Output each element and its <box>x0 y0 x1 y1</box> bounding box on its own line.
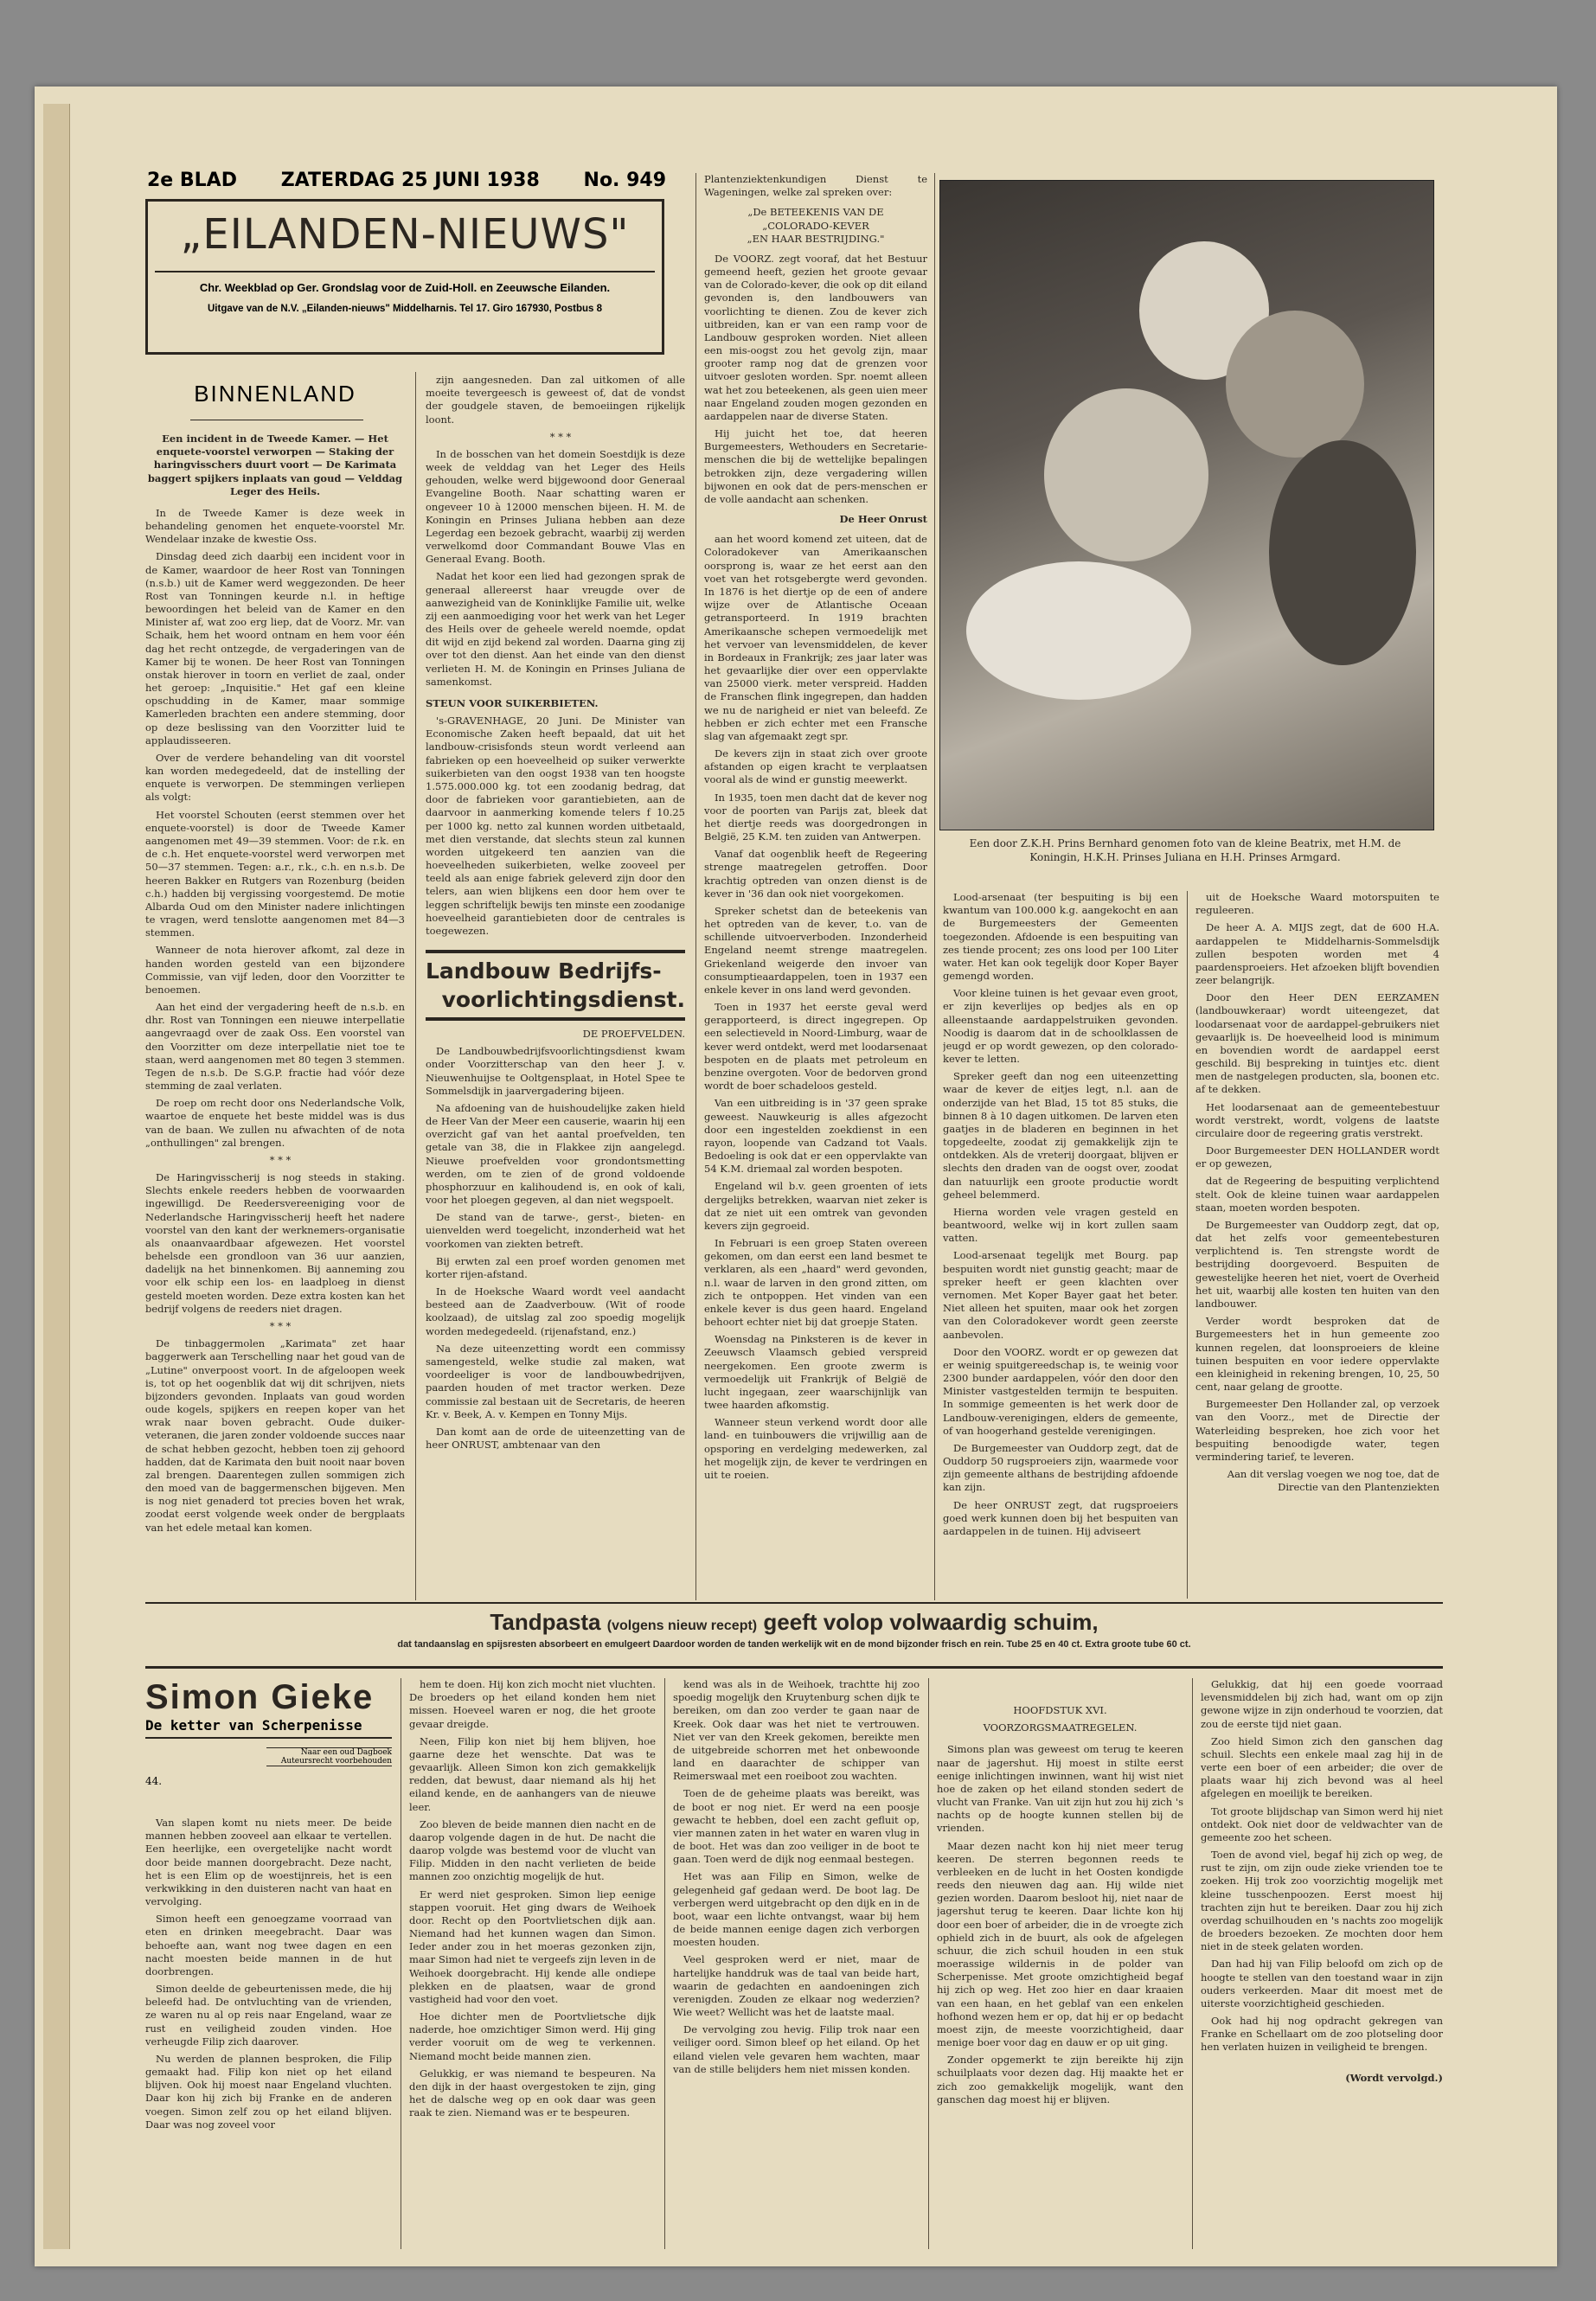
serial-paragraph: Maar dezen nacht kon hij niet meer terug keeren. De sterren begonnen reeds te verbleeken en de lucht in het Oosten kondigde reeds den nieuwen dag aan. Hij wilde niet gezien worden. Daarom besloot hij, niet naar de jagershut terug te keeren. Daar lichte kon hij door een boer of arbeider, die in de vroegte zich ophield zich in de buurt, als ook de afgelegen schuur, die zich schuil houden in een stuk moerassige wildernis in de polder van Scherpenisse. Met groote omzichtigheid begaf hij zich op weg. Het zoo hier en daar kraaien van een haan, en het geblaf van een enkelen hofhond wezen hem er op, dat hij er op bedacht moest zijn, de meeste voorzichtigheid, daar menige boer voor dag en dauw er op uit ging. <box>937 1839 1183 2049</box>
landbouw-banner <box>426 950 685 1021</box>
chapter-heading: HOOFDSTUK XVI. <box>1013 1704 1107 1716</box>
article-paragraph: Voor kleine tuinen is het gevaar even groot, er zijn keverlijes op bedjes als en op alleenstaande aardappelstruiken gevonden. Noodig is daarom dat in de schoolklassen de jeugd er op wordt gewezen, op den colorado-kever te letten. <box>943 987 1178 1066</box>
article-paragraph: Aan het eind der vergadering heeft de n.s.b. en dhr. Rost van Tonningen een nieuwe interpellatie aangevraagd over de zaak Oss. Een voorstel van den Voorzitter om deze interpellatie niet toe te staan, werd aangenomen met 80 tegen 3 stemmen. Tegen de n.s.b. De S.G.P. fractie had vóór deze stemming de zaal verlaten. <box>145 1001 405 1093</box>
article-paragraph: De stand van de tarwe-, gerst-, bieten- en uienvelden werd toegelicht, inzonderheid wat het voorkomen van ziekten betreft. <box>426 1211 685 1250</box>
serial-column-2 <box>409 1678 656 2249</box>
article-paragraph: Het loodarsenaat aan de gemeentebestuur wordt verstrekt, wordt, volgens de laatste circulaire door de regeering gratis verstrekt. <box>1195 1100 1439 1139</box>
column-rule <box>415 372 416 1600</box>
article-paragraph: De roep om recht door ons Nederlandsche Volk, waartoe de enquete het beste middel was is dus van de baan. We zullen nu afwachten of de nota „onthullingen" zal brengen. <box>145 1097 405 1149</box>
serial-paragraph: Toen de avond viel, begaf hij zich op weg, de rust te zijn, om zijn oude zieke vrienden toe te zoeken. Hij trok zoo voorzichtig mogelijk met kleine tusschenpoozen. Eerst moest hij trachten zijn hut te bereiken. Daar zou hij zich overdag schuilhouden en 's nachts zoo mogelijk de broeders bezoeken. Ze mochten door hem niet in de steek gelaten worden. <box>1201 1849 1443 1953</box>
binnenland-column <box>145 433 405 1596</box>
article-paragraph: Woensdag na Pinksteren is de kever in Zeeuwsch Vlaamsch gebied verspreid neergekomen. Een groote zwerm is vermoedelijk uit Frankrijk of België de lucht ingegaan, zeer waarschijnlijk van twee haarden afkomstig. <box>704 1333 927 1412</box>
column-2 <box>426 374 685 1600</box>
photo-figure <box>1226 311 1364 458</box>
serial-paragraph: Veel gesproken werd er niet, maar de hartelijke handdruk was de taal van beide hart, waarin de gedachten en aandoeningen zich verenigden. Zouden ze elkaar nog wederzien? Wie weet? Wellicht was het de laatste maal. <box>673 1953 920 2019</box>
column-3 <box>704 173 927 1600</box>
article-paragraph: Toen in 1937 het eerste geval werd gerapporteerd, is direct ingegrepen. Op een selectieveld in Noord-Limburg, waar de kever werd ontdekt, werd met loodarsenaat bespoten en de plaats met petroleum en benzine overgoten. Voor de bedorven grond wordt de boer schadeloos gesteld. <box>704 1001 927 1093</box>
column-rule <box>695 173 696 1600</box>
serial-paragraph: Gelukkig, dat hij een goede voorraad levensmiddelen bij zich had, want om op zijn gewone wijze in zijn onderhoud te voorzien, dat zou de eerste tijd niet gaan. <box>1201 1678 1443 1730</box>
serial-paragraph: Dan had hij van Filip beloofd om zich op de hoogte te stellen van den toestand waar in zijn ouders verkeerden. Maar dit moest met de uiterste voorzichtigheid geschieden. <box>1201 1958 1443 2009</box>
serial-paragraph: Neen, Filip kon niet bij hem blijven, hoe gaarne deze het wenschte. Dat was te gevaarlijk. Alleen Simon kon zich gemakkelijk redden, dat bewust, daar niemand als hij het eiland kende, en de aanhangers van de nieuwe leer. <box>409 1734 656 1813</box>
serial-paragraph: De vervolging zou hevig. Filip trok naar een veiliger oord. Simon bleef op het eiland. Op het eiland vielen vele gevaren hem wachten, maar van de stille belijders hem niet missen konden. <box>673 2023 920 2075</box>
photo-figure <box>1269 440 1416 665</box>
article-paragraph: Lood-arsenaat tegelijk met Bourg. pap bespuiten wordt niet gunstig geacht; maar de spreker heeft er geen klachten over vernomen. Met Koper Bayer gaat het beter. Niet alleen het spuiten, maar ook het zorgen van den Coloradokever wordt geen zeerste aanbevolen. <box>943 1249 1178 1341</box>
proefvelden-heading: DE PROEFVELDEN. <box>582 1028 685 1041</box>
article-paragraph: dat de Regeering de bespuiting verplichtend stelt. Ook de kleine tuinen waar aardappelen staan, moeten worden bespoten. <box>1195 1175 1439 1214</box>
serial-paragraph: hem te doen. Hij kon zich mocht niet vluchten. De broeders op het eiland konden hem niet missen. Hoeveel waren er nog, die het groote gevaar dreigde. <box>409 1678 656 1730</box>
folio: 2e BLAD <box>147 169 237 191</box>
article-paragraph: Aan dit verslag voegen we nog toe, dat de Directie van den Plantenziekten <box>1227 1468 1439 1494</box>
article-paragraph: Vanaf dat oogenblik heeft de Regeering strenge maatregelen getroffen. Door krachtig optreden van onzen dienst is de kever in '36 dan ook niet voorgekomen. <box>704 848 927 900</box>
serial-paragraph: Simon heeft een genoegzame voorraad van eten en drinken meegebracht. Daar was behoefte aan, want nog twee dagen en een nacht moesten beide mannen in de hut doorbrengen. <box>145 1913 392 1977</box>
photo-caption: Een door Z.K.H. Prins Bernhard genomen foto van de kleine Beatrix, met H.M. de Koningin, H.K.H. Prinses Juliana en H.H. Prinses Armgard. <box>969 837 1401 863</box>
article-paragraph: Door den VOORZ. wordt er op gewezen dat er weinig spuitgereedschap is, te weinig voor 2300 bunder aardappelen, vóór den door den Minister vastgestelden termijn te bespuiten. In sommige gemeenten is het werk door de Landbouw-verenigingen, elders de gemeente, of van hoogerhand gestelde verenigingen. <box>943 1345 1178 1437</box>
masthead-rule <box>155 271 655 272</box>
onrust-heading: De Heer Onrust <box>839 513 927 526</box>
article-paragraph: De heer A. A. MIJS zegt, dat de 600 H.A. aardappelen te Middelharnis-Sommelsdijk zullen bespoten worden met 4 paardensproeiers. Het afzoeken blijft bovendien zeer belangrijk. <box>1195 921 1439 987</box>
masthead-box <box>145 199 664 355</box>
serial-column-3 <box>673 1678 920 2249</box>
article-paragraph: In de Tweede Kamer is deze week in behandeling genomen het enquete-voorstel Mr. Wendelaar inzake de kwestie Oss. <box>145 506 405 546</box>
issue-number: No. 949 <box>583 169 666 191</box>
serial-paragraph: Gelukkig, er was niemand te bespeuren. Na den dijk in der haast overgestoken te zijn, ging het de dalsche weg op en ook daar was geen raak te zien. Niemand was er te bespeuren. <box>409 2067 656 2119</box>
article-paragraph: In Februari is een groep Staten overeen gekomen, om dan eerst een land besmet te verklaren, als een „haard" werd gevonden, n.l. waar de larven in den grond zitten, om zich te ontpoppen. Het vinden van een enkele kever is dus geen haard. Engeland behoort echter niet bij dat groepje Staten. <box>704 1237 927 1329</box>
article-paragraph: Het voorstel Schouten (eerst stemmen over het enquete-voorstel) is door de Tweede Kamer aangenomen met 49—39 stemmen. Voor: de r.k. en de c.h. Het enquete-voorstel werd verworpen met 50—37 stemmen. Tegen: a.r., r.k., c.h. en n.s.b. De heeren Bakker en Rutgers van Rozenburg (beiden c.h.) hadden bij vergissing voorgestemd. De motie Albarda Oud om den Minister nadere inlichtingen te vragen, werd tenslotte aangenomen met 84—3 stemmen. <box>145 808 405 939</box>
article-paragraph: Hierna worden vele vragen gesteld en beantwoord, welke wij in kort zullen saam vatten. <box>943 1205 1178 1245</box>
article-paragraph: De Burgemeester van Ouddorp zegt, dat op, dat het zelfs voor gemeentebesturen verplichtend is. Ten strengste wordt de bestrijding doorgevoerd. Bespuiten de gewestelijke heeren het niet, voert de Overheid het uit, waarbij alle kosten ten huiten van den landbouwer. <box>1195 1218 1439 1310</box>
landbouw-title-1: Landbouw Bedrijfs- <box>426 950 685 985</box>
masthead-subtitle: Chr. Weekblad op Ger. Grondslag voor de Zuid-Holl. en Zeeuwsche Eilanden. <box>199 281 611 294</box>
article-paragraph: Spreker schetst dan de beteekenis van het optreden van de kever, t.o. van de schillende uitvoerverboden. Inzonderheid Engeland neemt strenge maatregelen. Griekenland weigerde den invoer van consumptieaardappelen, toen in 1937 een enkele kever in ons land werd gevonden. <box>704 904 927 996</box>
serial-paragraph: Van slapen komt nu niets meer. De beide mannen hebben zooveel aan elkaar te vertellen. Een heerlijke, een overgetelijke nacht wordt door beide mannen doorgebracht. Deze nacht, het is een Elim op de woestijnreis, het is een verkwikking in den duisteren nacht van haat en vervolging. <box>145 1817 392 1908</box>
article-paragraph: Wanneer steun verkend wordt door alle land- en tuinbouwers die vrijwillig aan de opsporing en verdelging medewerken, zal het mogelijk zijn, de kever te verdringen en uit te roeien. <box>704 1416 927 1481</box>
article-paragraph: Engeland wil b.v. geen groenten of iets dergelijks betrekken, waarvan niet zeker is dat ze niet uit een omtrek van gevonden kevers zijn gegroeid. <box>704 1180 927 1232</box>
serial-paragraph: Het was aan Filip en Simon, welke de gelegenheid gaf gedaan werd. De boot lag. De verbergen werd uitgebracht op den dijk en in de boot, waar een lichte ontvangst, waar bij hem de beide mannen eenige dagen zich verborgen moesten houden. <box>673 1870 920 1949</box>
kevers-heading-3: „EN HAAR BESTRIJDING." <box>747 232 885 245</box>
article-paragraph: Lood-arsenaat (ter bespuiting is bij een kwantum van 100.000 k.g. aangekocht en aan de Burgemeesters der Gemeenten toegezonden. Afdoende is een bespuiting van zes tiende procent; zes ons lood per 100 Liter water. Het kan ook tegelijk door Koper Bayer gemengd worden. <box>943 891 1178 983</box>
serial-installment: 44. <box>145 1775 163 1787</box>
ad-claim: geeft volop volwaardig schuim, <box>763 1609 1099 1635</box>
article-paragraph: De VOORZ. zegt vooraf, dat het Bestuur gemeend heeft, gezien het groote gevaar van de Colorado-kever, die ook op dit eiland gevonden is, den landbouwers van voorlichting te dienen. Zou de kever zich uitbreiden, kan er van een ramp voor de Landbouw gesproken worden. Niet alleen een mis-oogst zou het gevolg zijn, maar grooter ramp nog dat de grenzen voor uitvoer gesloten worden. Spr. noemt alleen wat het zou beteekenen, als geen uien meer naar Engeland zouden mogen gezonden en aardappelen naar de diverse Staten. <box>704 252 927 422</box>
serial-paragraph: Hoe dichter men de Poortvlietsche dijk naderde, hoe omzichtiger Simon werd. Hij ging verder vooruit om de weg te verkennen. Niemand mocht beide mannen zien. <box>409 2010 656 2062</box>
article-paragraph: Wanneer de nota hierover afkomt, zal deze in handen worden gesteld van een bijzondere Commissie, van vijf leden, door den Voorzitter te benoemen. <box>145 944 405 996</box>
article-paragraph: De Haringvisscherij is nog steeds in staking. Slechts enkele reeders hebben de voorwaarden ingewilligd. De Reedersvereeniging voor de Nederlandsche Haringvisscherij heeft het nadere voorstel van den kant der werknemers-organisatie als onaanvaardbaar afgewezen. Het voorstel behelsde een grondloon van 36 uur aanzien, dadelijk na het binnenkomen. Bij aanneming zou voor elk schip een los- en laadploeg in dienst gesteld moeten worden. Deze extra kosten kan het bedrijf volgens de reeders niet dragen. <box>145 1171 405 1315</box>
paper-title: „EILANDEN-NIEUWS" <box>180 210 630 259</box>
article-paragraph: Verder wordt besproken dat de Burgemeesters het in hun gemeente zoo kunnen regelen, dat loonsproeiers de kleine tuinen bespuiten en voor iedere oppervlakte een kleinigheid in rekening brengen, 10, 25, 50 cent, naar gelang de grootte. <box>1195 1315 1439 1394</box>
column-rule <box>1192 1678 1193 2249</box>
serial-subtitle: De ketter van Scherpenisse <box>145 1717 392 1739</box>
section-divider: * * * <box>269 1153 292 1166</box>
article-paragraph: Spreker geeft dan nog een uiteenzetting waar de kever de eitjes legt, n.l. aan de onderzijde van het Blad, 15 tot 85 stuks, die binnen 8 à 10 dagen uitkomen. De larven eten gaatjes in de bladeren en beginnen in het topgedeelte, zoodat zij gemakkelijk zijn te ontdekken. Als de vreterij doorgaat, blijven er slechts den draden van de oogst over, zoodat dan natuurlijk een groote productie wordt geheel belemmerd. <box>943 1070 1178 1201</box>
article-paragraph: Nadat het koor een lied had gezongen sprak de generaal allereerst haar vreugde over de aanwezigheid van de Koninklijke Familie uit, welke zij een aanmoediging voor het werk van het Leger des Heils over de geheele wereld noemde, opdat dit wijd en zijd bekend zal worden. Daarna ging zij over tot den dienst. Aan het einde van den dienst verlieten H. M. de Koningin en Prinses Juliana de samenkomst. <box>426 570 685 688</box>
column-4 <box>943 891 1178 1599</box>
article-paragraph: Hij juicht het toe, dat heeren Burgemeesters, Wethouders en Secretarie-menschen die bij de wettelijke bepalingen betrokken zijn, deze vergadering willen bijwonen en ook dat de pers-menschen er de volle aandacht aan schenken. <box>704 427 927 505</box>
article-paragraph: Burgemeester Den Hollander zal, op verzoek van den Voorz., met de Directie der Waterleiding bespreken, hoe zich voor het bespuiting benoodigde water, tegen vermindering tarief, te leveren. <box>1195 1398 1439 1463</box>
column-rule <box>1187 891 1188 1599</box>
article-paragraph: De Landbouwbedrijfsvoorlichtingsdienst kwam onder Voorzitterschap van den heer J. v. Nieuwenhuijse te Ooltgensplaat, in Hotel Spee te Sommelsdijk in jaarvergadering bijeen. <box>426 1045 685 1097</box>
column-rule <box>664 1678 665 2249</box>
column-rule <box>934 173 935 1600</box>
article-paragraph: De heer ONRUST zegt, dat rugsproeiers goed werk kunnen doen bij het bespuiten van aardappelen in de tuinen. Hij adviseert <box>943 1498 1178 1537</box>
article-paragraph: 's-GRAVENHAGE, 20 Juni. De Minister van Economische Zaken heeft bepaald, dat uit het landbouw-crisisfonds steun wordt verleend aan fabrieken op een hoeveelheid op suiker verwerkte suikerbieten van den oogst 1938 van ten hoogste 1.575.000.000 kg. tot een zoodanig bedrag, dat door de fabrieken voor garantiebieten, aan de daarvoor in aanmerking komende telers f 10.25 per 1000 kg. netto zal kunnen worden uitbetaald, met dien verstande, dat slechts steun zal kunnen worden uitgekeerd ten aanzien van die hoeveelheden suikerbieten, welke zooveel per teeld als aan enige fabriek geleverd zijn door den telers, aan wien blijkens een door hem over te leggen schriftelijk bewijs ten minste een zoodanige hoeveelheid garantiebieten door de centrales is toegewezen. <box>426 715 685 937</box>
serial-column-4 <box>937 1678 1183 2249</box>
article-paragraph: In de bosschen van het domein Soestdijk is deze week de velddag van het Leger des Heils gehouden, welke werd bijgewoond door Generaal Evangeline Booth. Naar schatting waren er ongeveer 10 à 12000 menschen bijeen. H. M. de Koningin en Prinses Juliana hebben aan deze Legerdag een bezoek gebracht, waarbij zij werden verwelkomd door Commandant Bouwe Vlas en Generaal Evang. Booth. <box>426 447 685 566</box>
serial-paragraph: Er werd niet gesproken. Simon liep eenige stappen vooruit. Het ging dwars de Weihoek door. Recht op den Poortvlietschen dijk aan. Niemand had het kunnen wagen dan Simon. Ieder ander zou in het moeras gezonken zijn, maar Simon had niet te vergeefs zijn leven in de Weihoek doorgebracht. Hij kende alle ondiepe plekken en de plaatsen, waar de grond vastigheid had voor den voet. <box>409 1888 656 2005</box>
binding-edge <box>43 104 70 2249</box>
binnenland-lede: Een incident in de Tweede Kamer. — Het enquete-voorstel verworpen — Staking der haringvisschers duurt voort — De Karimata baggert spijkers inplaats van goud — Velddag Leger des Heils. <box>147 433 403 497</box>
serial-paragraph: Simon deelde de gebeurtenissen mede, die hij beleefd had. De ontvluchting van de vrienden, ze waren nu al op reis naar Engeland, waar ze rust en veiligheid zouden vinden. Hoe verheugde Filip zich daarover. <box>145 1983 392 2048</box>
landbouw-title-2: voorlichtingsdienst. <box>426 985 685 1021</box>
article-paragraph: Dinsdag deed zich daarbij een incident voor in de Kamer, waardoor de heer Rost van Tonningen (n.s.b.) uit de Kamer werd weggezonden. De heer Rost van Tonningen keurde n.l. in heftige bewoordingen het beleid van de Kamer en den Minister af, wat zoo erg liep, dat de Voorz. Mr. van Schaik, hem het woord ontnam en hem voor één dag het recht ontzegde, de vergaderingen van de Kamer bij te wonen. De heer Rost van Tonningen onstak hierover in toorn en verliet de zaal, onder het geroep: „Inquisitie." Het gaf een kleine opschudding in de Kamer, maar sommige Kamerleden brachten een andere stemming, door op deze beslissing van den Voorzitter luid te applaudisseeren. <box>145 550 405 747</box>
article-paragraph: Bij erwten zal een proef worden genomen met korter rijen-afstand. <box>426 1254 685 1280</box>
article-paragraph: In de Hoeksche Waard wordt veel aandacht besteed aan de Zaadverbouw. (Wit of roode koolzaad), de uitslag zal zoo spoedig mogelijk worden medegedeeld. (rijenafstand, enz.) <box>426 1285 685 1337</box>
article-paragraph: De Burgemeester van Ouddorp zegt, dat de Ouddorp 50 rugsproeiers zijn, waarmede voor zijn gemeente althans de bestrijding afdoende kan zijn. <box>943 1441 1178 1494</box>
article-paragraph: uit de Hoeksche Waard motorspuiten te reguleeren. <box>1195 891 1439 917</box>
photo-figure <box>1044 388 1208 561</box>
article-paragraph: zijn aangesneden. Dan zal uitkomen of alle moeite tevergeesch is geweest of, dat de vondst der goudgele staven, de bemoeiingen rijkelijk loont. <box>426 374 685 426</box>
serial-paragraph: Toen de de geheime plaats was bereikt, was de boot er nog niet. Er werd na een poosje gewacht te hebben, doel een zacht gefluit op, vier mannen zaten in het water en waren vlug in de boot. Het was dan zoo veiliger in de boot te gaan. Toen werd de dijk nog eenmaal bestegen. <box>673 1787 920 1866</box>
steun-heading: STEUN VOOR SUIKERBIETEN. <box>426 696 599 709</box>
serial-paragraph: Zoo hield Simon zich den ganschen dag schuil. Slechts een enkele maal zag hij in de verte een boer of een arbeider; die over de plaats waar hij zich bevond was al heel afgelegen en moeilijk te bereiken. <box>1201 1734 1443 1800</box>
ad-body: dat tandaanslag en spijsresten absorbeert en emulgeert Daardoor worden de tanden werkelijk wit en de mond bijzonder frisch en rein. Tube 25 en 40 ct. Extra groote tube 60 ct. <box>397 1639 1191 1650</box>
article-paragraph: Dan komt aan de orde de uiteenzetting van de heer ONRUST, ambtenaar van den <box>426 1425 685 1452</box>
ad-headline <box>145 1609 1443 1636</box>
masthead-publisher: Uitgave van de N.V. „Eilanden-nieuws" Middelharnis. Tel 17. Giro 167930, Postbus 8 <box>207 304 602 314</box>
chapter-subheading: VOORZORGSMAATREGELEN. <box>983 1721 1138 1734</box>
ad-top-rule <box>145 1602 1443 1604</box>
newspaper-page <box>35 87 1557 2266</box>
binnenland-heading: BINNENLAND <box>194 381 356 407</box>
article-paragraph: Na afdoening van de huishoudelijke zaken hield de Heer Van der Meer een causerie, waarin hij een overzicht gaf van het aantal proefvelden, ten getale van 38, die in Flakkee zijn aangelegd. Nieuwe proefvelden voor grondontsmetting werden, om te zien of de grond voldoende phosphorzuur en kalihoudend is, en ook of kali, voor het ploegen gegeven, al dan niet wegspoelt. <box>426 1101 685 1207</box>
column-rule <box>928 1678 929 2249</box>
tandpasta-ad <box>145 1609 1443 1661</box>
article-paragraph: De kevers zijn in staat zich over groote afstanden op eigen kracht te verplaatsen vooral als de wind er gunstig meewerkt. <box>704 747 927 786</box>
serial-paragraph: Nu werden de plannen besproken, die Filip gemaakt had. Filip kon niet op het eiland blijven. Ook hij moest naar Engeland vluchten. Daar kon hij zich bij Franke en de anderen voegen. Simon zelf zou op het eiland blijven. Daar was nog zoveel voor <box>145 2052 392 2131</box>
serial-paragraph: Zonder opgemerkt te zijn bereikte hij zijn schuilplaats voor dezen dag. Hij maakte het er zich zoo gemakkelijk mogelijk, want den ganschen dag moest hij er blijven. <box>937 2054 1183 2106</box>
kevers-heading-2: „COLORADO-KEVER <box>762 219 869 232</box>
article-paragraph: Van een uitbreiding is in '37 geen sprake geweest. Nauwkeurig is alles afgezocht door een ingestelden zoekdienst in een rayon, loopende van Cadzand tot Vaals. Bedoeling is ook dat er een oppervlakte van 54 K.M. driemaal zal worden bespoten. <box>704 1097 927 1176</box>
serial-paragraph: Tot groote blijdschap van Simon werd hij niet ontdekt. Ook niet door de veldwachter van de gemeente zoo het scheen. <box>1201 1804 1443 1843</box>
serial-paragraph: Ook had hij nog opdracht gekregen van Franke en Schellaart om de zoo plotseling door hen verlaten huizen in veiligheid te brengen. <box>1201 2015 1443 2054</box>
issue-date: ZATERDAG 25 JUNI 1938 <box>280 169 540 191</box>
article-paragraph: In 1935, toen men dacht dat de kever nog voor de poorten van Parijs zat, bleek dat het diertje reeds was doorgedrongen in België, 25 K.M. ten zuiden van Antwerpen. <box>704 791 927 843</box>
article-paragraph: Na deze uiteenzetting wordt een commissy samengesteld, welke studie zal maken, wat voordeeliger is voor de landbouwbedrijven, paarden houden of met tractor werken. Deze commissie zal bestaan uit de Secretaris, de heeren Kr. v. Beek, A. v. Kempen en Tonny Mijs. <box>426 1342 685 1420</box>
serial-credit: Naar een oud Dagboek Auteursrecht voorbehouden <box>266 1747 392 1766</box>
article-paragraph: Door den Heer DEN EERZAMEN (landbouwkeraar) wordt uiteengezet, dat loodarsenaat voor de aardappel-gebruikers niet gevaarlijk is. De hoeveelheid lood is minimum en bovendien wordt de aardappel eerst geschild. Bij bespreking in tuintjes etc. dient men de nastgelegen producten, sla, boonen etc. af te dekken. <box>1195 991 1439 1096</box>
article-paragraph: aan het woord komend zet uiteen, dat de Coloradokever van Amerikaanschen oorsprong is, waar ze het eerst aan den voet van het rotsgebergte werd gevonden. In 1876 is het diertje op de een of andere wijze over de Atlantische Oceaan getransporteerd. In 1919 brachten Amerikaansche schepen vermoedelijk met het vervoer van levensmiddelen, de kever in Bordeaux in Frankrijk; zes jaar later was het gevaarlijke dier over een oppervlakte van 25000 vierk. meter verspreid. Hadden de Franschen flink ingegrepen, dan hadden we nu de narigheid er niet van beleefd. Ze hebben er zich echter met een Fransche slag van afgemaakt zegt spr. <box>704 533 927 742</box>
article-paragraph: Over de verdere behandeling van dit voorstel kan worden medegedeeld, dat de instelling der enquete is verworpen. De stemmingen verliepen als volgt: <box>145 751 405 804</box>
serial-paragraph: Simons plan was geweest om terug te keeren naar de jagershut. Hij moest in stilte eerst eenige inlichtingen inwinnen, want hij wist niet hoe de zaken op het eiland stonden sedert de vlucht van Franke. Van uit zijn hut zou hij zich 's nachts op de hoogte kunnen stellen bij de vrienden. <box>937 1743 1183 1835</box>
serial-paragraph: kend was als in de Weihoek, trachtte hij zoo spoedig mogelijk den Kruytenburg schen dijk te bereiken, om dan zoo verder te gaan naar de Kreek. Ook daar was het niet te vertrouwen. Niet ver van den Kreek gekomen, bereikte men de uitgebreide schorren met het onbewoonde land en daarachter de schipper van Reimerswaal met een roeiboot zou wachten. <box>673 1678 920 1783</box>
ad-recipe: (volgens nieuw recept) <box>606 1618 758 1633</box>
ad-bottom-rule <box>145 1666 1443 1669</box>
kevers-heading-1: „De BETEEKENIS VAN DE <box>747 206 884 219</box>
article-paragraph: De tinbaggermolen „Karimata" zet haar baggerwerk aan Terschelling naar het goud van de „Lutine" onverpoost voort. In de afgeloopen week is, tot op het oogenblik dat wij dit schrijven, niets bijzonders gevonden. Inplaats van goud worden oude kogels, spijkers en reepen koper van het wrak naar boven gebracht. Oude duiker-veteranen, die jaren zonder voldoende succes naar de schat hebben gezocht, hebben toen zij gehoord hadden, dat de Karimata den buit nooit naar boven zal brengen. Daarentegen zullen sommigen zich den moed van de baggermenschen bijgeven. Men is nog niet genaderd tot precies boven het wrak, zoodat eerst volgende week onder de bergplaats van het edele metaal kan komen. <box>145 1337 405 1534</box>
serial-masthead <box>145 1678 392 1808</box>
section-divider: * * * <box>269 1320 292 1332</box>
folio-line <box>147 163 666 197</box>
article-paragraph: Plantenziektenkundigen Dienst te Wageningen, welke zal spreken over: <box>704 173 927 199</box>
photo-figure <box>966 561 1191 700</box>
ad-product: Tandpasta <box>490 1609 601 1635</box>
serial-column-5 <box>1201 1678 1443 2249</box>
section-divider: * * * <box>549 430 572 443</box>
to-be-continued: (Wordt vervolgd.) <box>1345 2071 1443 2084</box>
serial-title: Simon Gieke <box>145 1678 375 1716</box>
royal-family-photo <box>939 180 1434 830</box>
serial-column-1 <box>145 1817 392 2249</box>
column-5 <box>1195 891 1439 1599</box>
article-paragraph: Door Burgemeester DEN HOLLANDER wordt er op gewezen, <box>1195 1144 1439 1170</box>
serial-paragraph: Zoo bleven de beide mannen dien nacht en de daarop volgende dagen in de hut. De nacht die daarop volgde was bestemd voor de vlucht van Filip. Midden in den nacht verlieten de beide mannen zoo onzichtig mogelijk de hut. <box>409 1817 656 1883</box>
